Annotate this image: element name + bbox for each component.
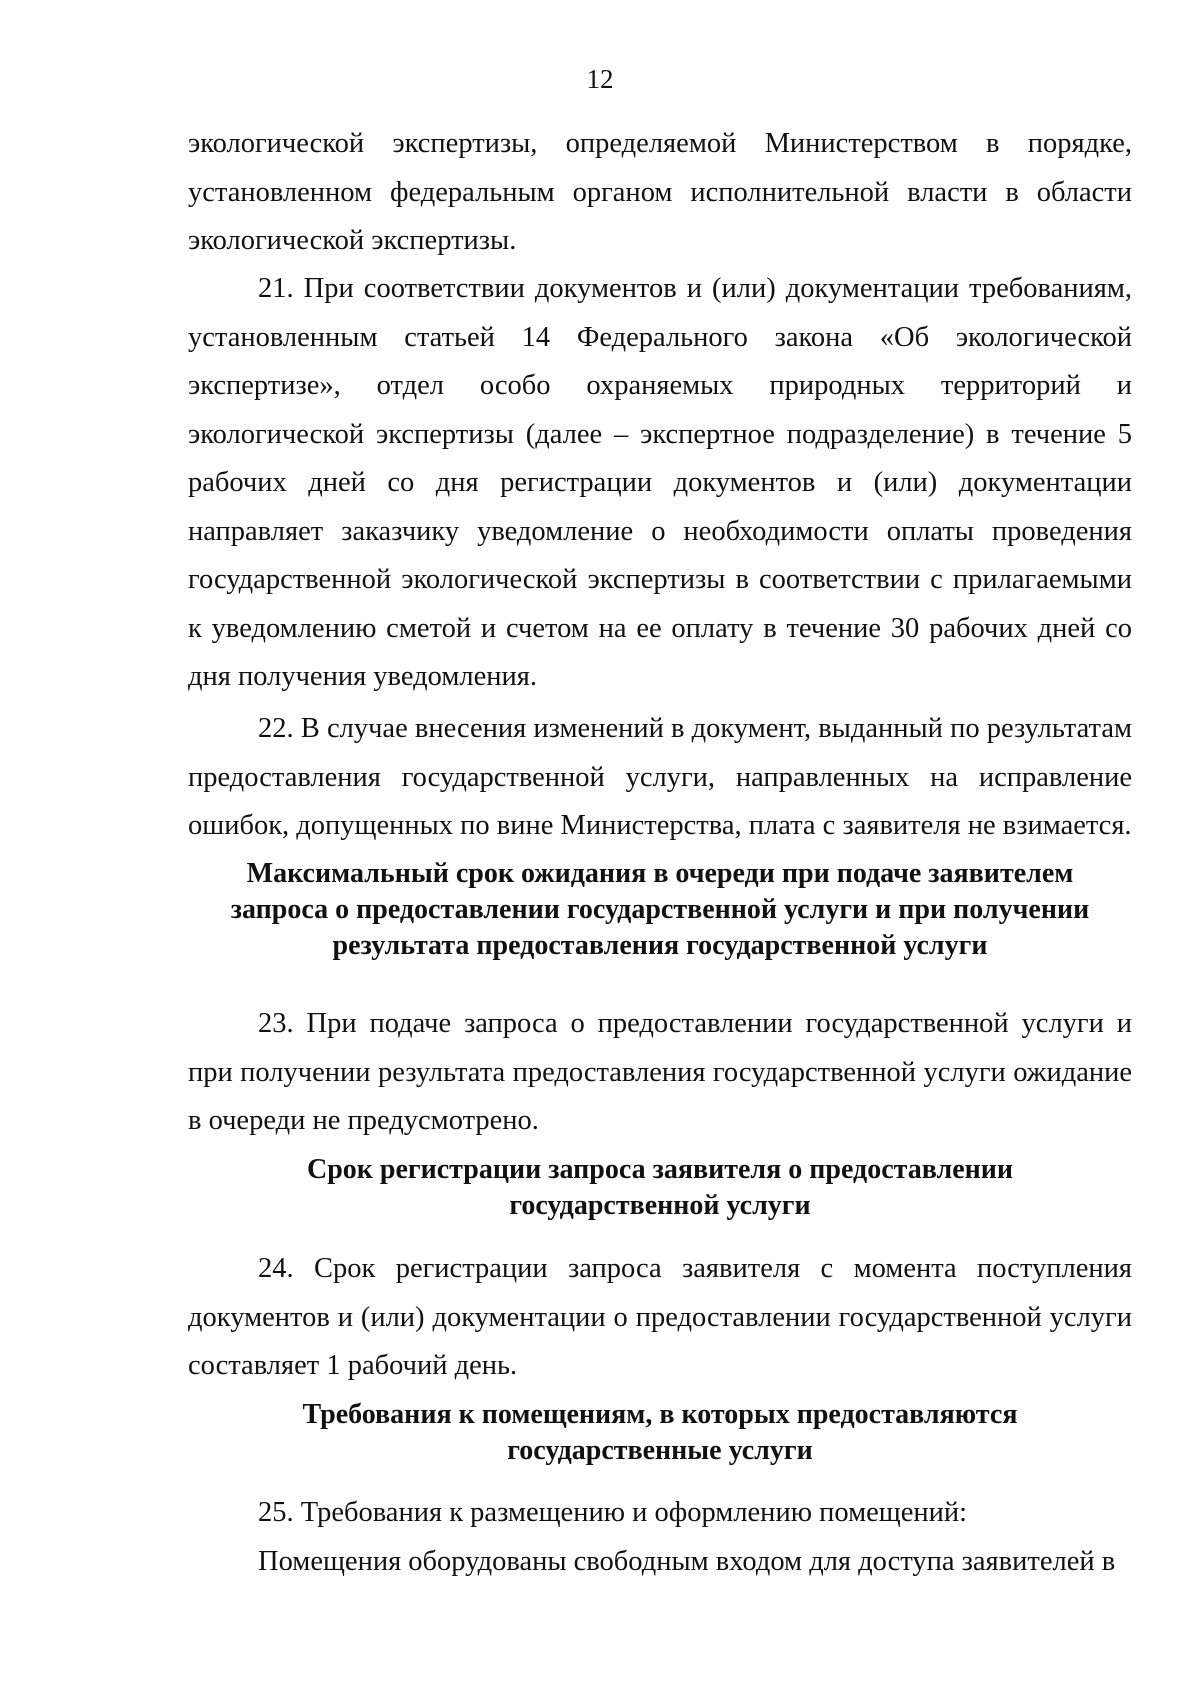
page-number: 12 bbox=[586, 64, 614, 94]
heading-line: Срок регистрации запроса заявителя о предоставлении bbox=[306, 1154, 1014, 1185]
paragraph-text: 23. При подаче запроса о предоставлении государственной услуги и при получении результата предоставления государственной услуги ожидание в очереди не предусмотрено. bbox=[188, 1008, 1132, 1136]
paragraph-text: 21. При соответствии документов и (или) документации требованиям, установленным статьей 14 Федерального закона «Об экологической экспертизе», отдел особо охраняемых природных территорий и экологической экспертизы (далее – экспертное подразделение) в течение 5 рабочих дней со дня регистрации документов и (или) документации направляет заказчику уведомление о необходимости оплаты проведения государственной экологической экспертизы в соответствии с прилагаемыми к уведомлению сметой и счетом на ее оплату в течение 30 рабочих дней со дня получения уведомления. bbox=[188, 273, 1132, 692]
heading-line: Требования к помещениям, в которых предоставляются bbox=[302, 1399, 1018, 1430]
paragraph-text: экологической экспертизы, определяемой Министерством в порядке, установленном федеральным органом исполнительной власти в области экологической экспертизы. bbox=[188, 128, 1132, 256]
paragraph-text: 24. Срок регистрации запроса заявителя с момента поступления документов и (или) документации о предоставлении государственной услуги составляет 1 рабочий день. bbox=[188, 1253, 1132, 1381]
paragraph-25 bbox=[188, 1489, 1132, 1538]
section-heading-registration-term bbox=[188, 1152, 1132, 1224]
heading-line: запроса о предоставлении государственной услуги и при получении bbox=[230, 894, 1090, 925]
heading-line: государственной услуги bbox=[509, 1190, 811, 1221]
paragraph-continuation bbox=[188, 120, 1132, 266]
heading-line: Максимальный срок ожидания в очереди при подаче заявителем bbox=[246, 858, 1074, 889]
paragraph-text: 25. Требования к размещению и оформлению помещений: bbox=[258, 1497, 968, 1528]
paragraph-text: 22. В случае внесения изменений в документ, выданный по результатам предоставления государственной услуги, направленных на исправление ошибок, допущенных по вине Министерства, плата с заявителя не взимается. bbox=[188, 713, 1132, 841]
section-heading-queue-wait bbox=[188, 856, 1132, 964]
paragraph-text: Помещения оборудованы свободным входом для доступа заявителей в bbox=[258, 1546, 1116, 1577]
paragraph-24 bbox=[188, 1245, 1132, 1391]
paragraph-25-continuation bbox=[188, 1538, 1132, 1587]
heading-line: государственные услуги bbox=[507, 1435, 813, 1466]
paragraph-23 bbox=[188, 1000, 1132, 1146]
section-heading-premises-requirements bbox=[188, 1397, 1132, 1469]
paragraph-21 bbox=[188, 265, 1132, 702]
heading-line: результата предоставления государственной услуги bbox=[332, 930, 988, 961]
paragraph-22 bbox=[188, 705, 1132, 851]
